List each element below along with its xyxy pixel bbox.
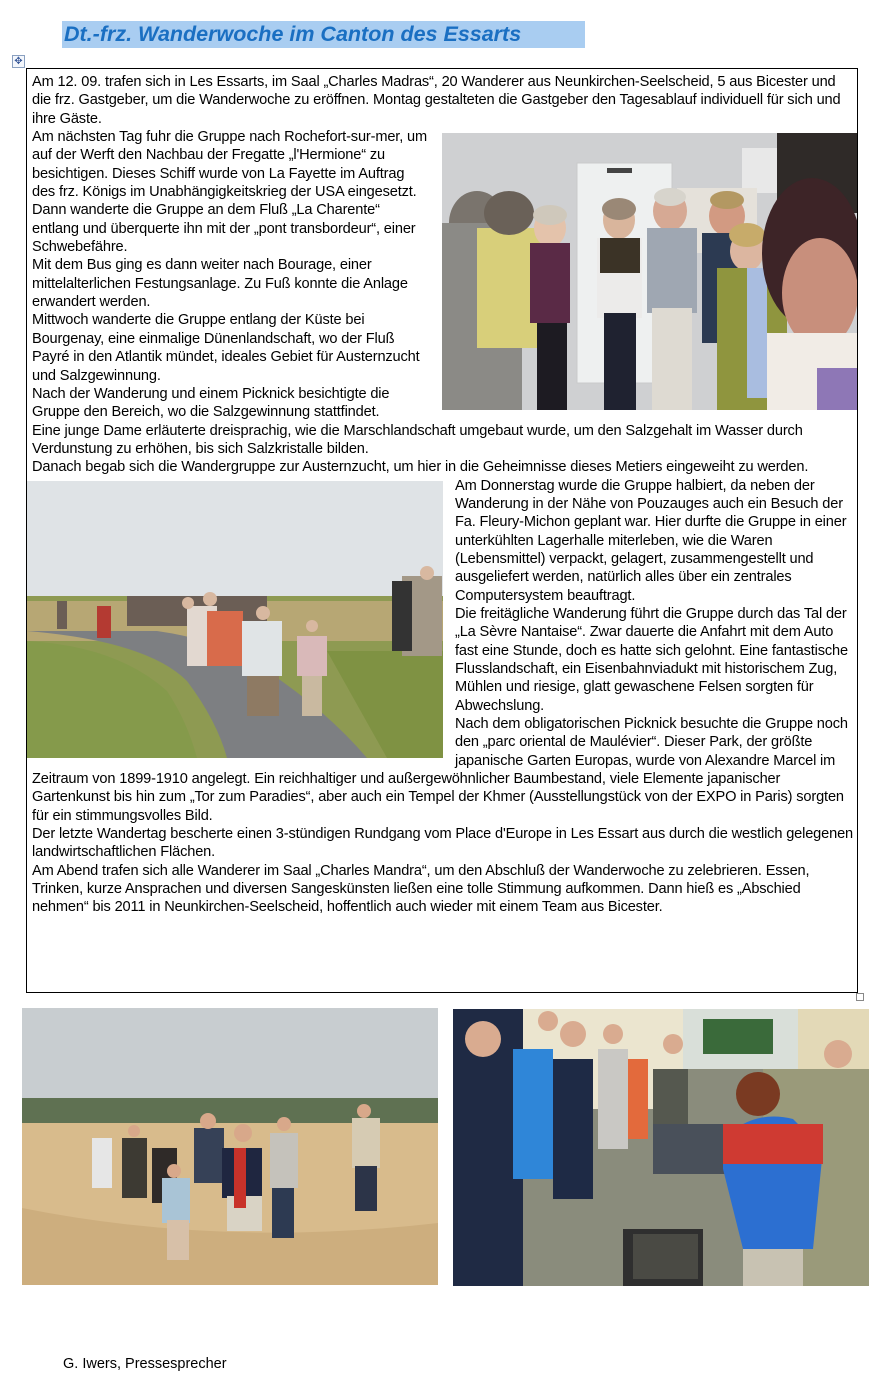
- paragraph: Dann wanderte die Gruppe an dem Fluß „La Charente“ entlang und überquerte ihn mit der „pont transbordeur“, einer Schwebefähre.: [32, 202, 416, 256]
- resize-handle-icon[interactable]: [856, 993, 864, 1001]
- paragraph: Am nächsten Tag fuhr die Gruppe nach Rochefort-sur-mer, um auf der Werft den Nachbau der Fregatte „l'Hermione“ zu besichtigen. Dieses Schiff wurde von La Fayette im Auftrag des frz. Königs im Unabhängigkeitskrieg der USA eingesetzt.: [32, 129, 427, 201]
- paragraph: Danach begab sich die Wandergruppe zur Austernzucht, um hier in die Geheimnisse dieses Metiers eingeweiht zu werden.: [32, 459, 809, 476]
- photo-hikers-path: [27, 481, 443, 758]
- paragraph: Der letzte Wandertag bescherte einen 3-stündigen Rundgang vom Place d'Europe in Les Essart aus durch die westlich gelegenen landwirtschaftlichen Flächen.: [32, 826, 854, 861]
- photo-group-indoor: [442, 133, 857, 410]
- paragraph: Nach der Wanderung und einem Picknick besichtigte die Gruppe den Bereich, wo die Salzgewinnung stattfindet.: [32, 385, 390, 421]
- table-move-handle-icon[interactable]: ✥: [12, 55, 25, 68]
- article-body: [32, 73, 853, 917]
- paragraph: Mit dem Bus ging es dann weiter nach Bourage, einer mittelalterlichen Festungsanlage. Zu Fuß konnte die Anlage erwandert werden.: [32, 257, 408, 311]
- paragraph: Am 12. 09. trafen sich in Les Essarts, im Saal „Charles Madras“, 20 Wanderer aus Neunkirchen-Seelscheid, 5 aus Bicester und die frz. Gastgeber, um die Wanderwoche zu eröffnen. Montag gestalteten die Gastgeber den Tagesablauf individuell für sich und ihre Gäste.: [32, 74, 841, 127]
- paragraph: Mittwoch wanderte die Gruppe entlang der Küste bei Bourgenay, eine einmalige Dünenlandschaft, wo der Fluß Payré in den Atlantik mündet, ideales Gebiet für Austernzucht und Salzgewinnung.: [32, 312, 420, 384]
- paragraph: Nach dem obligatorischen Picknick besuchte die Gruppe noch den „parc oriental de Maulévier“. Dieser Park, der größte japanische Garten Europas, wurde von Alexandre Marcel im Zeitraum von 1899-1910 angelegt. Ein reichhaltiger und außergewöhnlicher Baumbestand, viele Elemente japanischer Gartenkunst bis hin zum „Tor zum Paradies“, aber auch ein Tempel der Khmer (Ausstellungstück von der EXPO in Paris) sorgten für ein stimmungsvolles Bild.: [32, 716, 848, 824]
- paragraph: Eine junge Dame erläuterte dreisprachig, wie die Marschlandschaft umgebaut wurde, um den Salzgehalt im Wasser durch Verdunstung zu erhöhen, bis sich Salzkristalle bilden.: [32, 422, 803, 457]
- signature: G. Iwers, Pressesprecher: [63, 1356, 227, 1372]
- paragraph: Am Abend trafen sich alle Wanderer im Saal „Charles Mandra“, um den Abschluß der Wanderwoche zu zelebrieren. Essen, Trinken, kurze Ansprachen und diversen Sangeskünsten ließen eine tolle Stimmung aufkommen. Dann hieß es „Abschied nehmen“ bis 2011 in Neunkirchen-Seelscheid, hoffentlich auch wieder mit einem Team aus Bicester.: [32, 862, 810, 916]
- paragraph: Am Donnerstag wurde die Gruppe halbiert, da neben der Wanderung in der Nähe von Pouzauges auch ein Besuch der Fa. Fleury-Michon geplant war. Hier durfte die Gruppe in einer unterkühlten Lagerhalle miterleben, wie die Waren (Lebensmittel) verpackt, gelagert, zusammengestellt und ausgeliefert werden, natürlich alles über ein zentrales Computersystem beauftragt.: [455, 477, 847, 604]
- photo-oyster-farm: [453, 1009, 869, 1286]
- paragraph: Die freitägliche Wanderung führt die Gruppe durch das Tal der „La Sèvre Nantaise“. Zwar dauerte die Anfahrt mit dem Auto fast eine Stunde, doch es hatte sich gelohnt. Eine fantastische Flusslandschaft, ein Eisenbahnviadukt mit historischem Zug, Mühlen und riesige, glatt gewaschene Felsen sorgten für Abwechslung.: [455, 605, 848, 714]
- article-text-box: [26, 68, 858, 993]
- document-title: Dt.-frz. Wanderwoche im Canton des Essarts: [62, 21, 585, 48]
- photo-beach-hike: [22, 1008, 438, 1285]
